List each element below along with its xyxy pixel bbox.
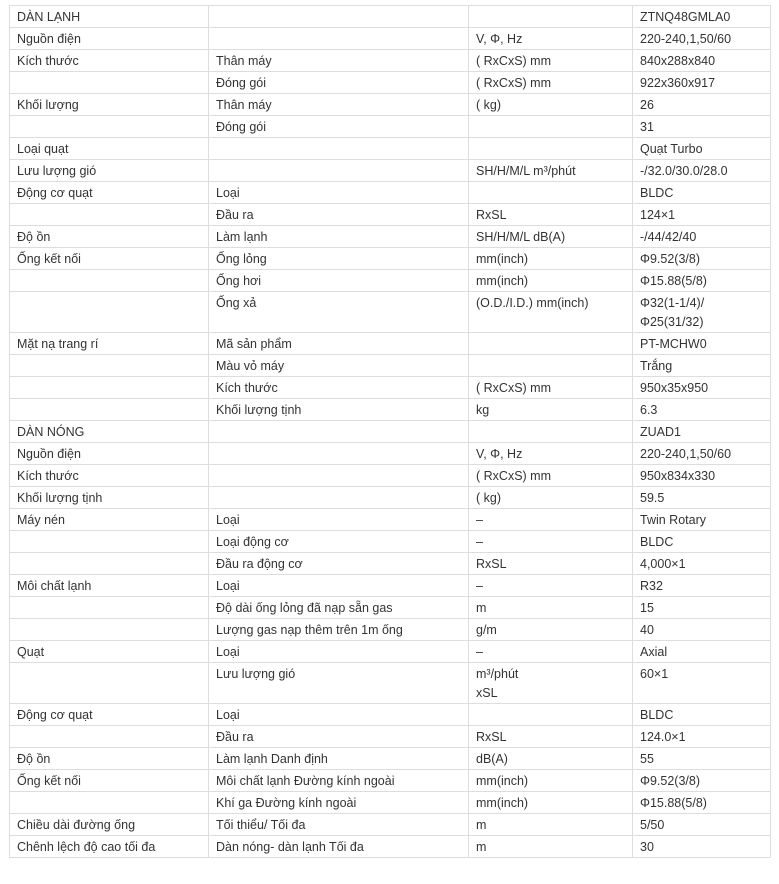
label-cell: [10, 792, 209, 814]
sub-label-cell: Loại: [209, 509, 469, 531]
unit-cell: m: [469, 814, 633, 836]
value-cell: 220-240,1,50/60: [633, 443, 771, 465]
label-cell: [10, 292, 209, 333]
value-cell: Axial: [633, 641, 771, 663]
value-cell: BLDC: [633, 704, 771, 726]
label-cell: Độ ồn: [10, 226, 209, 248]
unit-cell: mm(inch): [469, 270, 633, 292]
table-row: [10, 6, 771, 28]
label-cell: Chênh lệch độ cao tối đa: [10, 836, 209, 858]
label-cell: Loại quạt: [10, 138, 209, 160]
table-row: [10, 553, 771, 575]
label-cell: DÀN NÓNG: [10, 421, 209, 443]
value-cell: 124×1: [633, 204, 771, 226]
label-cell: [10, 619, 209, 641]
label-cell: [10, 399, 209, 421]
label-cell: Chiều dài đường ống: [10, 814, 209, 836]
label-cell: Quạt: [10, 641, 209, 663]
sub-label-cell: Đóng gói: [209, 116, 469, 138]
unit-cell: RxSL: [469, 726, 633, 748]
sub-label-cell: Độ dài ống lỏng đã nạp sẵn gas: [209, 597, 469, 619]
table-row: [10, 377, 771, 399]
table-row: [10, 575, 771, 597]
table-row: [10, 836, 771, 858]
label-cell: [10, 270, 209, 292]
unit-cell: –: [469, 509, 633, 531]
value-cell: 950x834x330: [633, 465, 771, 487]
sub-label-cell: Loại: [209, 641, 469, 663]
unit-cell: m³/phút xSL: [469, 663, 633, 704]
sub-label-cell: Làm lạnh Danh định: [209, 748, 469, 770]
unit-cell: SH/H/M/L m³/phút: [469, 160, 633, 182]
value-cell: Twin Rotary: [633, 509, 771, 531]
label-cell: Độ ồn: [10, 748, 209, 770]
label-cell: [10, 355, 209, 377]
value-cell: Φ9.52(3/8): [633, 248, 771, 270]
unit-cell: (O.D./I.D.) mm(inch): [469, 292, 633, 333]
value-cell: 15: [633, 597, 771, 619]
spec-table-body: [10, 6, 771, 858]
table-row: [10, 50, 771, 72]
unit-cell: [469, 355, 633, 377]
label-cell: DÀN LẠNH: [10, 6, 209, 28]
unit-cell: RxSL: [469, 204, 633, 226]
label-cell: [10, 553, 209, 575]
label-cell: Ống kết nối: [10, 248, 209, 270]
sub-label-cell: Khối lượng tịnh: [209, 399, 469, 421]
value-cell: 5/50: [633, 814, 771, 836]
table-row: [10, 726, 771, 748]
sub-label-cell: Loại: [209, 575, 469, 597]
unit-cell: [469, 333, 633, 355]
unit-cell: [469, 6, 633, 28]
unit-cell: [469, 704, 633, 726]
table-row: [10, 619, 771, 641]
table-row: [10, 704, 771, 726]
value-cell: -/32.0/30.0/28.0: [633, 160, 771, 182]
unit-cell: g/m: [469, 619, 633, 641]
sub-label-cell: Kích thước: [209, 377, 469, 399]
sub-label-cell: Dàn nóng- dàn lạnh Tối đa: [209, 836, 469, 858]
label-cell: Kích thước: [10, 465, 209, 487]
sub-label-cell: Ống hơi: [209, 270, 469, 292]
unit-cell: [469, 182, 633, 204]
sub-label-cell: [209, 28, 469, 50]
spec-table: [9, 5, 771, 858]
label-cell: [10, 597, 209, 619]
unit-cell: V, Φ, Hz: [469, 443, 633, 465]
sub-label-cell: [209, 465, 469, 487]
table-row: [10, 333, 771, 355]
sub-label-cell: [209, 421, 469, 443]
value-cell: Φ9.52(3/8): [633, 770, 771, 792]
table-row: [10, 226, 771, 248]
table-row: [10, 509, 771, 531]
table-row: [10, 116, 771, 138]
table-row: [10, 770, 771, 792]
sub-label-cell: Loại: [209, 704, 469, 726]
unit-cell: mm(inch): [469, 770, 633, 792]
value-cell: 6.3: [633, 399, 771, 421]
sub-label-cell: [209, 487, 469, 509]
value-cell: ZUAD1: [633, 421, 771, 443]
value-cell: 950x35x950: [633, 377, 771, 399]
label-cell: Kích thước: [10, 50, 209, 72]
unit-cell: ( RxCxS) mm: [469, 50, 633, 72]
unit-cell: –: [469, 575, 633, 597]
unit-cell: m: [469, 836, 633, 858]
label-cell: Nguồn điện: [10, 443, 209, 465]
unit-cell: ( RxCxS) mm: [469, 72, 633, 94]
table-row: [10, 94, 771, 116]
value-cell: 4,000×1: [633, 553, 771, 575]
sub-label-cell: [209, 138, 469, 160]
value-cell: 124.0×1: [633, 726, 771, 748]
table-row: [10, 72, 771, 94]
sub-label-cell: Lượng gas nạp thêm trên 1m ống: [209, 619, 469, 641]
label-cell: Động cơ quạt: [10, 704, 209, 726]
unit-cell: ( RxCxS) mm: [469, 377, 633, 399]
value-cell: -/44/42/40: [633, 226, 771, 248]
sub-label-cell: Thân máy: [209, 94, 469, 116]
value-cell: 840x288x840: [633, 50, 771, 72]
label-cell: [10, 116, 209, 138]
table-row: [10, 182, 771, 204]
unit-cell: SH/H/M/L dB(A): [469, 226, 633, 248]
value-cell: 30: [633, 836, 771, 858]
table-row: [10, 814, 771, 836]
value-cell: BLDC: [633, 531, 771, 553]
unit-cell: [469, 138, 633, 160]
value-cell: PT-MCHW0: [633, 333, 771, 355]
value-cell: 922x360x917: [633, 72, 771, 94]
label-cell: Lưu lượng gió: [10, 160, 209, 182]
table-row: [10, 421, 771, 443]
sub-label-cell: Mã sản phẩm: [209, 333, 469, 355]
value-cell: BLDC: [633, 182, 771, 204]
value-cell: ZTNQ48GMLA0: [633, 6, 771, 28]
sub-label-cell: Làm lạnh: [209, 226, 469, 248]
unit-cell: [469, 116, 633, 138]
label-cell: [10, 531, 209, 553]
unit-cell: mm(inch): [469, 248, 633, 270]
label-cell: Ống kết nối: [10, 770, 209, 792]
table-row: [10, 465, 771, 487]
value-cell: 55: [633, 748, 771, 770]
sub-label-cell: [209, 6, 469, 28]
table-row: [10, 138, 771, 160]
table-row: [10, 597, 771, 619]
value-cell: Quạt Turbo: [633, 138, 771, 160]
unit-cell: mm(inch): [469, 792, 633, 814]
table-row: [10, 160, 771, 182]
table-row: [10, 204, 771, 226]
unit-cell: –: [469, 531, 633, 553]
sub-label-cell: Ống xả: [209, 292, 469, 333]
value-cell: 220-240,1,50/60: [633, 28, 771, 50]
sub-label-cell: Đầu ra: [209, 204, 469, 226]
table-row: [10, 531, 771, 553]
unit-cell: m: [469, 597, 633, 619]
value-cell: 60×1: [633, 663, 771, 704]
value-cell: Φ32(1-1/4)/ Φ25(31/32): [633, 292, 771, 333]
sub-label-cell: Môi chất lạnh Đường kính ngoài: [209, 770, 469, 792]
value-cell: 26: [633, 94, 771, 116]
sub-label-cell: Thân máy: [209, 50, 469, 72]
table-row: [10, 28, 771, 50]
label-cell: Mặt nạ trang rí: [10, 333, 209, 355]
sub-label-cell: Tối thiểu/ Tối đa: [209, 814, 469, 836]
label-cell: [10, 663, 209, 704]
label-cell: Khối lượng: [10, 94, 209, 116]
table-row: [10, 355, 771, 377]
table-row: [10, 663, 771, 704]
table-row: [10, 270, 771, 292]
value-cell: 31: [633, 116, 771, 138]
table-row: [10, 748, 771, 770]
table-row: [10, 248, 771, 270]
sub-label-cell: [209, 443, 469, 465]
table-row: [10, 792, 771, 814]
label-cell: [10, 204, 209, 226]
value-cell: Φ15.88(5/8): [633, 792, 771, 814]
label-cell: Nguồn điện: [10, 28, 209, 50]
unit-cell: dB(A): [469, 748, 633, 770]
sub-label-cell: Lưu lượng gió: [209, 663, 469, 704]
table-row: [10, 641, 771, 663]
unit-cell: kg: [469, 399, 633, 421]
label-cell: Động cơ quạt: [10, 182, 209, 204]
unit-cell: –: [469, 641, 633, 663]
unit-cell: [469, 421, 633, 443]
sub-label-cell: Màu vỏ máy: [209, 355, 469, 377]
value-cell: Φ15.88(5/8): [633, 270, 771, 292]
unit-cell: V, Φ, Hz: [469, 28, 633, 50]
label-cell: Môi chất lạnh: [10, 575, 209, 597]
label-cell: Khối lượng tịnh: [10, 487, 209, 509]
sub-label-cell: Ống lỏng: [209, 248, 469, 270]
value-cell: 59.5: [633, 487, 771, 509]
value-cell: R32: [633, 575, 771, 597]
sub-label-cell: Loại động cơ: [209, 531, 469, 553]
unit-cell: ( RxCxS) mm: [469, 465, 633, 487]
table-row: [10, 292, 771, 333]
table-row: [10, 443, 771, 465]
label-cell: Máy nén: [10, 509, 209, 531]
unit-cell: RxSL: [469, 553, 633, 575]
sub-label-cell: Đầu ra động cơ: [209, 553, 469, 575]
sub-label-cell: Khí ga Đường kính ngoài: [209, 792, 469, 814]
table-row: [10, 399, 771, 421]
label-cell: [10, 72, 209, 94]
sub-label-cell: [209, 160, 469, 182]
label-cell: [10, 377, 209, 399]
sub-label-cell: Loại: [209, 182, 469, 204]
value-cell: Trắng: [633, 355, 771, 377]
sub-label-cell: Đóng gói: [209, 72, 469, 94]
table-row: [10, 487, 771, 509]
value-cell: 40: [633, 619, 771, 641]
label-cell: [10, 726, 209, 748]
unit-cell: ( kg): [469, 94, 633, 116]
unit-cell: ( kg): [469, 487, 633, 509]
sub-label-cell: Đầu ra: [209, 726, 469, 748]
